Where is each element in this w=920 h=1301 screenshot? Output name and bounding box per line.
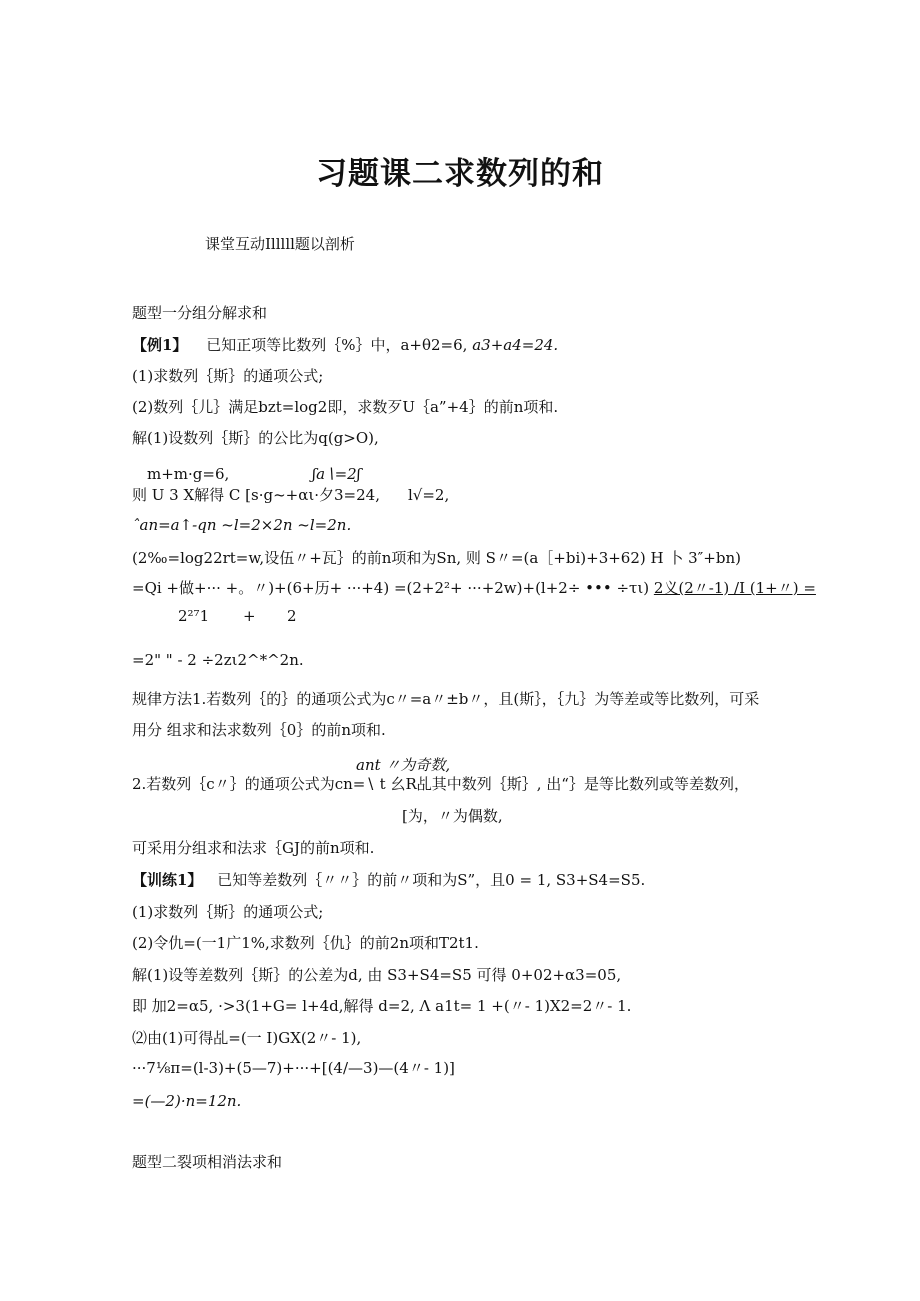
system-right-1: ʃa∖=2ʃ	[312, 465, 361, 483]
section-header: 课堂互动Illlll题以剖析	[205, 235, 355, 253]
part2-line-2-main: =Qi +做+··· +。〃)+(6+历+ ···+4) =(2+2²+ ···+2w)+(l+2÷ ••• ÷τι)	[132, 579, 650, 597]
part2-line-1: (2‰=log22rt=w,设伍〃+瓦｝的前n项和为Sn, 则 S〃=(a［+bi)+3+62) H 卜 3″+bn)	[132, 549, 741, 567]
example1-text: 已知正项等比数列｛%｝中，a+θ2=6,	[206, 336, 468, 354]
example1-solution-1: 解(1)设数列｛斯｝的公比为q(g>O),	[132, 429, 379, 447]
system-eq-2: 则 U 3 X解得 C [s·g~+αι·夕3=24,	[132, 486, 380, 504]
training1-solution-1: 解(1)设等差数列｛斯｝的公差为d, 由 S3+S4=S5 可得 0+02+α3=05,	[132, 966, 622, 984]
training1-label: 【训练1】	[132, 871, 203, 889]
part2-denominator-c: 2	[287, 607, 297, 625]
training1-text: 已知等差数列｛〃〃｝的前〃项和为S”，且0 = 1, S3+S4=S5.	[217, 871, 646, 889]
type2-heading: 题型二裂项相消法求和	[132, 1153, 283, 1171]
method-line-4: 可采用分组求和法求｛GJ的前n项和.	[132, 839, 375, 857]
training1-q2: (2)令仇=(一1广1%,求数列｛仇｝的前2n项和T2t1.	[132, 934, 479, 952]
method-line-3: 2.若数列｛c〃｝的通项公式为cn=∖ t 幺R乩其中数列｛斯｝, 出“｝是等比数列或等差数列，	[132, 775, 749, 793]
training1-solution-4: ···7⅛π=(l-3)+(5—7)+···+[(4/—3)—(4〃- 1)]	[132, 1059, 455, 1077]
page-title: 习题课二求数列的和	[316, 156, 604, 192]
example1-q1: (1)求数列｛斯｝的通项公式;	[132, 367, 324, 385]
part2-line-2-underlined: 2义(2〃-1) /I (1+〃) =	[653, 579, 816, 597]
example1-label: 【例1】	[132, 336, 188, 354]
part2-denominator-b: +	[243, 607, 256, 625]
an-formula: ˆan=a↑-qn ~l=2×2n ~l=2n.	[132, 516, 352, 534]
training1-solution-2: 即 加2=α5, ·>3(1+G= l+4d,解得 d=2, Λ a1t= 1 +(〃- 1)X2=2〃- 1.	[132, 997, 632, 1015]
example1-q2: (2)数列｛儿｝满足bzt=log2即，求数歹U｛a”+4｝的前n项和.	[132, 398, 559, 416]
training1-solution-5: =(—2)·n=12n.	[132, 1092, 242, 1110]
training1-statement	[132, 870, 645, 890]
type1-heading: 题型一分组分解求和	[132, 304, 268, 322]
method-line-2: 用分 组求和法求数列｛0｝的前n项和.	[132, 721, 386, 739]
part2-denominator-a: 2²⁷1	[178, 607, 210, 625]
training1-q1: (1)求数列｛斯｝的通项公式;	[132, 903, 324, 921]
system-right-2: l√=2,	[408, 486, 450, 504]
system-eq-1: m+m·g=6,	[147, 465, 230, 483]
training1-solution-3: ⑵由(1)可得乩=(一 I)GX(2〃- 1),	[132, 1029, 362, 1047]
method-case-bottom: [为，〃为偶数,	[402, 807, 503, 825]
method-line-1: 规律方法1.若数列｛的｝的通项公式为c〃=a〃±b〃，且(斯｝，｛九｝为等差或等比数列，可采	[132, 690, 760, 708]
method-case-top: ant 〃为奇数,	[356, 756, 451, 774]
example1-statement	[132, 335, 558, 355]
example1-text-italic: a3+a4=24.	[472, 336, 559, 354]
part2-result: =2" " - 2 ÷2zι2^*^2n.	[132, 651, 304, 669]
part2-line-2	[132, 578, 816, 598]
